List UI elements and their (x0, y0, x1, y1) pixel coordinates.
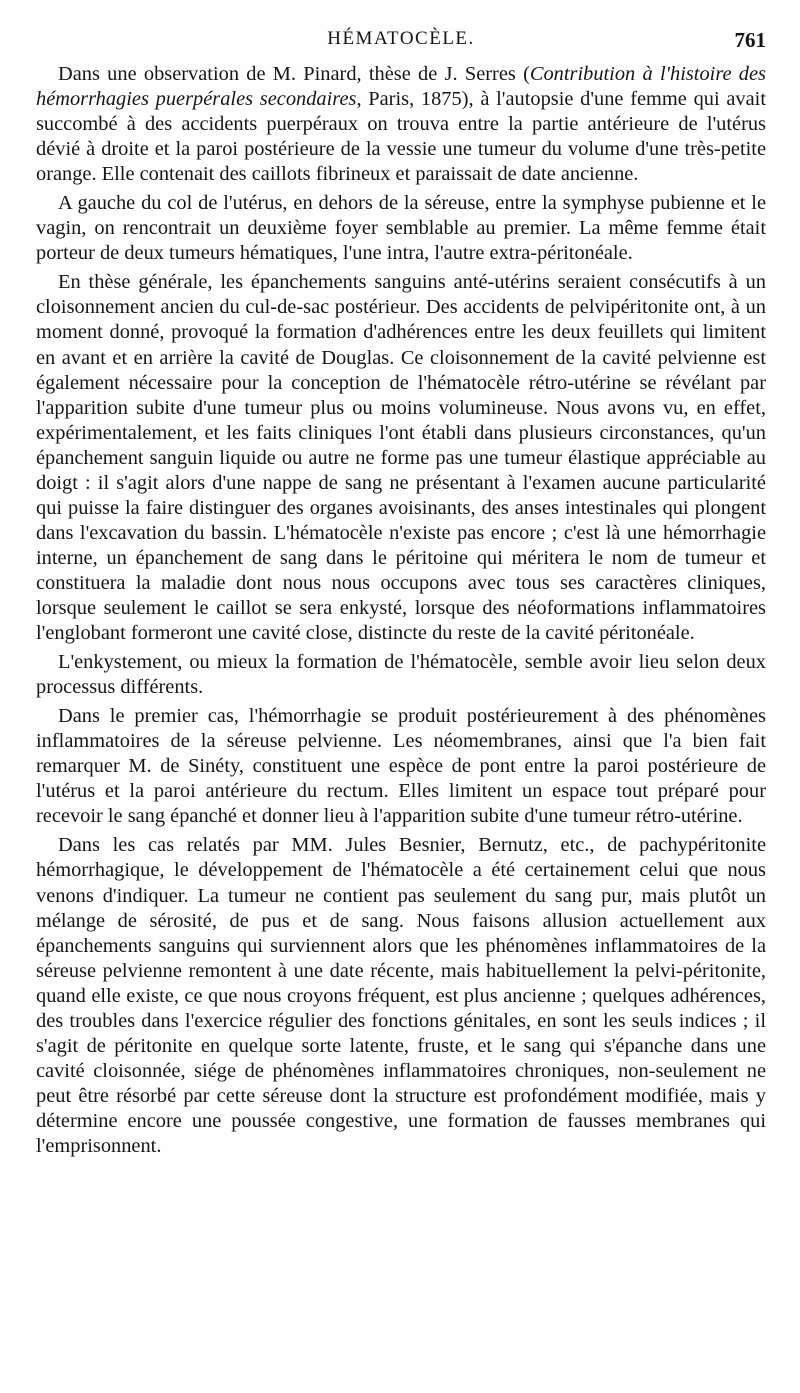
running-title: HÉMATOCÈLE. (327, 28, 475, 49)
body-text (36, 62, 766, 1163)
running-head (36, 28, 766, 58)
paragraph-1-text-after: , Paris, 1875), à l'autopsie d'une femme qui avait succombé à des accidents puerpéraux on trouva entre la partie antérieure de l'utérus dévié à droite et la paroi postérieure de la vessie une tumeur du volume d'une très-petite orange. Elle contenait des caillots fibrineux et paraissait de date ancienne. (36, 88, 767, 186)
paragraph-5: Dans le premier cas, l'hémorrhagie se produit postérieurement à des phénomènes inflammatoires de la séreuse pelvienne. Les néomembranes, ainsi que l'a bien fait remarquer M. de Sinéty, constituent une espèce de pont entre la paroi postérieure de l'utérus et la paroi antérieure du rectum. Elles limitent un espace tout préparé pour recevoir le sang épanché et donner lieu à l'apparition subite d'une tumeur rétro-utérine. (36, 705, 766, 828)
paragraph-3: En thèse générale, les épanchements sanguins anté-utérins seraient consécutifs à un cloisonnement ancien du cul-de-sac postérieur. Des accidents de pelvipéritonite ont, à un moment donné, provoqué la formation d'adhérences entre les deux feuillets qui limitent en avant et en arrière la cavité de Douglas. Ce cloisonnement de la cavité pelvienne est également nécessaire pour la conception de l'hématocèle rétro-utérine se révélant par l'apparition subite d'une tumeur plus ou moins volumineuse. Nous avons vu, en effet, expérimentalement, et les faits cliniques l'ont établi dans plusieurs circonstances, qu'un épanchement sanguin liquide ou autre ne forme pas une tumeur élastique appréciable au doigt : il s'agit alors d'une nappe de sang ne présentant à l'examen aucune particularité qui puisse la faire distinguer des organes avoisinants, des anses intestinales qui plongent dans l'excavation du bassin. L'hématocèle n'existe pas encore ; c'est là une hémorrhagie interne, un épanchement de sang dans le péritoine qui méritera le nom de tumeur et constituera la maladie dont nous nous occupons avec tous ses caractères cliniques, lorsque seulement le caillot se sera enkysté, lorsque des néoformations inflammatoires l'englobant formeront une cavité close, distincte du reste de la cavité péritonéale. (36, 271, 766, 645)
paragraph-1-italic-title: Contribution à l'histoire des hémorrhagies puerpérales secondaires (36, 63, 766, 111)
page-number: 761 (734, 28, 766, 52)
paragraph-2: A gauche du col de l'utérus, en dehors de la séreuse, entre la symphyse pubienne et le vagin, on rencontrait un deuxième foyer semblable au premier. La même femme était porteur de deux tumeurs hématiques, l'une intra, l'autre extra-péritonéale. (36, 192, 766, 265)
paragraph-6: Dans les cas relatés par MM. Jules Besnier, Bernutz, etc., de pachypéritonite hémorrhagique, le développement de l'hématocèle a été certainement celui que nous venons d'indiquer. La tumeur ne contient pas seulement du sang pur, mais plutôt un mélange de sérosité, de pus et de sang. Nous faisons allusion actuellement aux épanchements sanguins qui surviennent alors que les phénomènes inflammatoires de la séreuse pelvienne remontent à une date récente, mais habituellement la pelvi-péritonite, quand elle existe, ce que nous croyons fréquent, est plus ancienne ; quelques adhérences, des troubles dans l'exercice régulier des fonctions génitales, en sont les seuls indices ; il s'agit de péritonite en quelque sorte latente, fruste, et le sang qui s'épanche dans une cavité cloisonnée, siége de phénomènes inflammatoires chroniques, non-seulement ne peut être résorbé par cette séreuse dont la structure est profondément modifiée, mais y détermine encore une poussée congestive, une formation de fausses membranes qui l'emprisonnent. (36, 834, 766, 1157)
paragraph-4: L'enkystement, ou mieux la formation de l'hématocèle, semble avoir lieu selon deux processus différents. (36, 651, 766, 699)
paragraph-1 (36, 62, 766, 187)
paragraph-1-text-before: Dans une observation de M. Pinard, thèse de J. Serres ( (58, 63, 530, 85)
